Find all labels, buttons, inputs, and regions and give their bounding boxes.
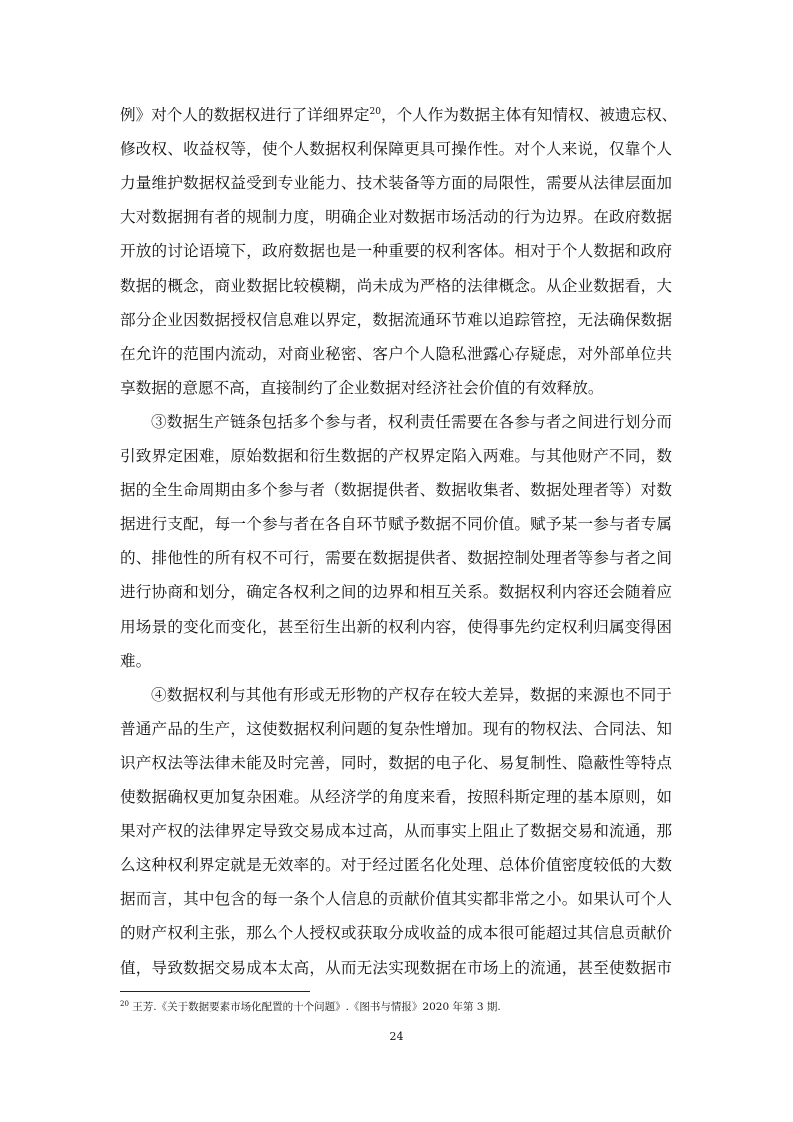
body-line: 难。 <box>120 652 152 670</box>
footnote-number: 20 <box>120 1000 129 1008</box>
body-line <box>120 105 678 125</box>
footnote-ref[interactable]: 20 <box>369 107 381 117</box>
body-line: 的、排他性的所有权不可行，需要在数据提供者、数据控制处理者等参与者之间 <box>120 549 672 567</box>
body-line: 据而言，其中包含的每一条个人信息的贡献价值其实都非常之小。如果认可个人 <box>120 890 672 908</box>
body-line: 力量维护数据权益受到专业能力、技术装备等方面的局限性，需要从法律层面加 <box>120 174 672 192</box>
text-run: ，个人作为数据主体有知情权、被遗忘权、 <box>380 106 678 124</box>
body-line: 据的全生命周期由多个参与者（数据提供者、数据收集者、数据处理者等）对数 <box>120 481 672 499</box>
body-line: 开放的讨论语境下，政府数据也是一种重要的权利客体。相对于个人数据和政府 <box>120 242 672 260</box>
body-line: 的财产权利主张，那么个人授权或获取分成收益的成本很可能超过其信息贡献价 <box>120 924 672 942</box>
body-line: 值，导致数据交易成本太高，从而无法实现数据在市场上的流通，甚至使数据市 <box>120 959 672 977</box>
footnote-separator <box>120 991 310 992</box>
body-line: 使数据确权更加复杂困难。从经济学的角度来看，按照科斯定理的基本原则，如 <box>120 788 672 806</box>
paragraph-start-line: ③数据生产链条包括多个参与者，权利责任需要在各参与者之间进行划分而 <box>151 413 672 431</box>
paragraph-start-line: ④数据权利与其他有形或无形物的产权存在较大差异，数据的来源也不同于 <box>151 686 672 704</box>
body-line: 大对数据拥有者的规制力度，明确企业对数据市场活动的行为边界。在政府数据 <box>120 208 672 226</box>
body-line: 享数据的意愿不高，直接制约了企业数据对经济社会价值的有效释放。 <box>120 379 604 397</box>
body-line: 识产权法等法律未能及时完善，同时，数据的电子化、易复制性、隐蔽性等特点 <box>120 754 672 772</box>
body-line: 用场景的变化而变化，甚至衍生出新的权利内容，使得事先约定权利归属变得困 <box>120 618 672 636</box>
body-line: 在允许的范围内流动，对商业秘密、客户个人隐私泄露心存疑虑，对外部单位共 <box>120 345 672 363</box>
body-line: 修改权、收益权等，使个人数据权利保障更具可操作性。对个人来说，仅靠个人 <box>120 140 672 158</box>
footnote <box>120 1000 501 1014</box>
text-run: 例》对个人的数据权进行了详细界定 <box>120 106 370 124</box>
body-line: 引致界定困难，原始数据和衍生数据的产权界定陷入两难。与其他财产不同，数 <box>120 447 672 465</box>
body-line: 果对产权的法律界定导致交易成本过高，从而事实上阻止了数据交易和流通，那 <box>120 822 672 840</box>
body-line: 部分企业因数据授权信息难以界定，数据流通环节难以追踪管控，无法确保数据 <box>120 311 672 329</box>
body-line: 据进行支配，每一个参与者在各自环节赋予数据不同价值。赋予某一参与者专属 <box>120 515 672 533</box>
body-line: 数据的概念，商业数据比较模糊，尚未成为严格的法律概念。从企业数据看，大 <box>120 277 672 295</box>
body-line: 普通产品的生产，这使数据权利问题的复杂性增加。现有的物权法、合同法、知 <box>120 720 672 738</box>
body-line: 进行协商和划分，确定各权利之间的边界和相互关系。数据权利内容还会随着应 <box>120 583 672 601</box>
footnote-text: 王芳.《关于数据要素市场化配置的十个问题》.《图书与情报》2020 年第 3 期. <box>128 1001 501 1013</box>
page-number: 24 <box>389 1030 404 1043</box>
body-line: 么这种权利界定就是无效率的。对于经过匿名化处理、总体价值密度较低的大数 <box>120 856 672 874</box>
